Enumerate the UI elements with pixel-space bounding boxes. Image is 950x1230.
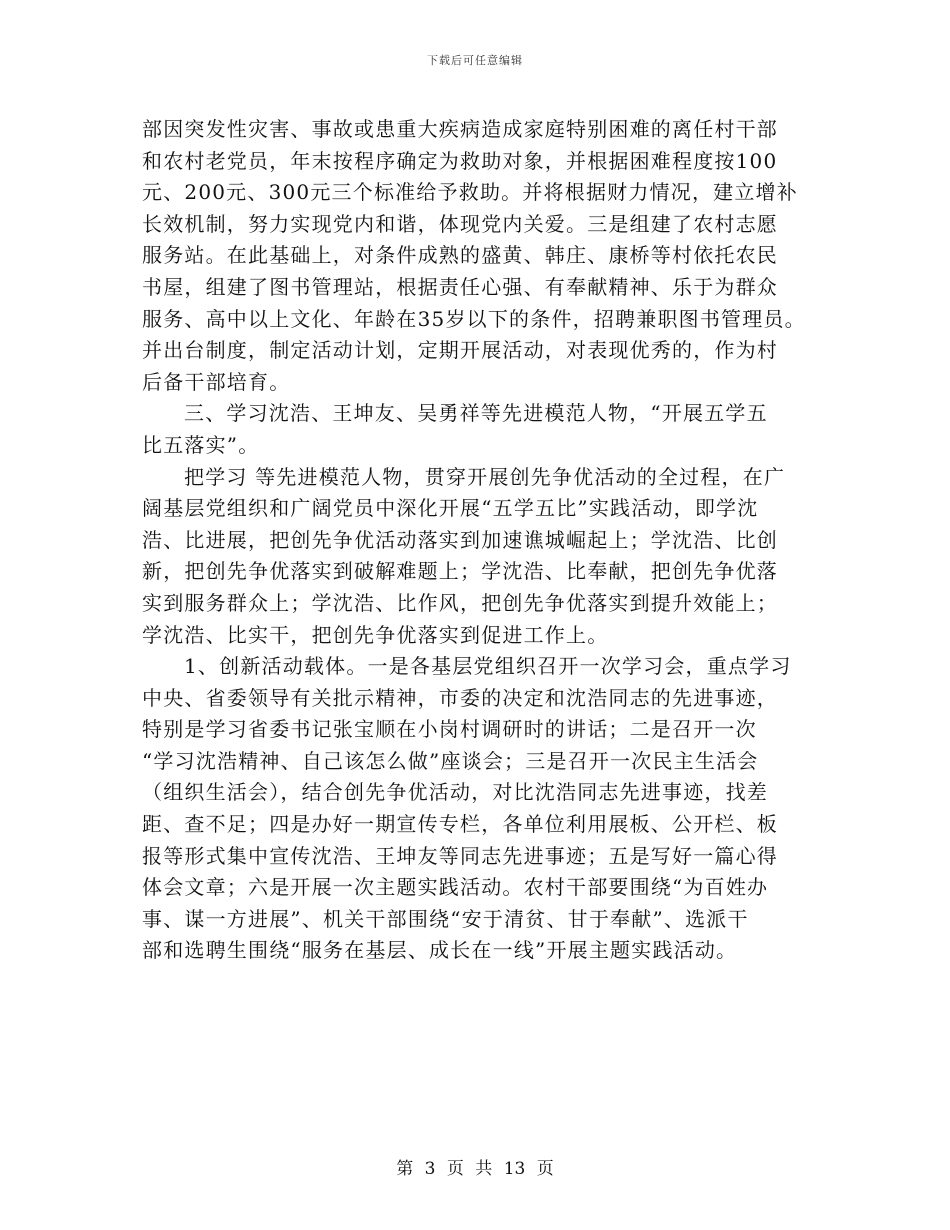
text-line: 体会文章；六是开展一次主题实践活动。农村干部要围绕“为百姓办 (142, 875, 769, 900)
page-header: 下载后可任意编辑 (427, 54, 523, 67)
paragraph (142, 651, 822, 967)
text-line: 书屋，组建了图书管理站，根据责任心强、有奉献精神、乐于为群众 (142, 274, 778, 299)
text-line: 服务站。在此基础上，对条件成熟的盛黄、韩庄、康桥等村依托农民 (142, 243, 778, 268)
text-line: （组织生活会），结合创先争优活动，对比沈浩同志先进事迹，找差 (142, 780, 768, 805)
text-line: 并出台制度，制定活动计划，定期开展活动，对表现优秀的，作为村 (142, 338, 778, 363)
text-line: 特别是学习省委书记张宝顺在小岗村调研时的讲话；二是召开一次 (142, 717, 757, 742)
text-line: 报等形式集中宣传沈浩、王坤友等同志先进事迹；五是写好一篇心得 (142, 843, 778, 868)
paragraph (142, 398, 822, 461)
page-footer: 第 3 页 共 13 页 (396, 1159, 554, 1179)
text-line: “学习沈浩精神、自己该怎么做”座谈会；三是召开一次民主生活会 (142, 748, 759, 773)
text-line: 长效机制，努力实现党内和谐，体现党内关爱。三是组建了农村志愿 (142, 211, 778, 236)
text-line: 元、200元、300元三个标准给予救助。并将根据财力情况，建立增补 (142, 180, 798, 205)
text-line: 把学习 等先进模范人物，贯穿开展创先争优活动的全过程，在广 (184, 464, 786, 489)
text-line: 事、谋一方进展”、机关干部围绕“安于清贫、甘于奉献”、选派干 (142, 906, 749, 931)
text-line: 浩、比进展，把创先争优活动落实到加速谯城崛起上；学沈浩、比创 (142, 527, 778, 552)
text-line: 和农村老党员，年末按程序确定为救助对象，并根据困难程度按100 (142, 148, 778, 173)
text-line: 实到服务群众上；学沈浩、比作风，把创先争优落实到提升效能上； (142, 590, 778, 615)
document-body (142, 114, 822, 967)
text-line: 比五落实”。 (142, 432, 260, 457)
text-line: 后备干部培育。 (142, 369, 291, 394)
text-line: 距、查不足；四是办好一期宣传专栏，各单位利用展板、公开栏、板 (142, 812, 778, 837)
text-line: 1、创新活动载体。一是各基层党组织召开一次学习会，重点学习 (184, 654, 792, 679)
text-line: 三、学习沈浩、王坤友、吴勇祥等先进模范人物，“开展五学五 (184, 401, 768, 426)
text-line: 新，把创先争优落实到破解难题上；学沈浩、比奉献，把创先争优落 (142, 559, 778, 584)
paragraph (142, 114, 822, 398)
text-line: 部和选聘生围绕“服务在基层、成长在一线”开展主题实践活动。 (142, 938, 738, 963)
text-line: 部因突发性灾害、事故或患重大疾病造成家庭特别困难的离任村干部 (142, 117, 778, 141)
text-line: 阔基层党组织和广阔党员中深化开展“五学五比”实践活动，即学沈 (142, 496, 759, 521)
text-line: 中央、省委领导有关批示精神，市委的决定和沈浩同志的先进事迹， (142, 685, 778, 710)
text-line: 学沈浩、比实干，把创先争优落实到促进工作上。 (142, 622, 609, 647)
text-line: 服务、高中以上文化、年龄在35岁以下的条件，招聘兼职图书管理员。 (142, 306, 806, 331)
paragraph (142, 462, 822, 652)
